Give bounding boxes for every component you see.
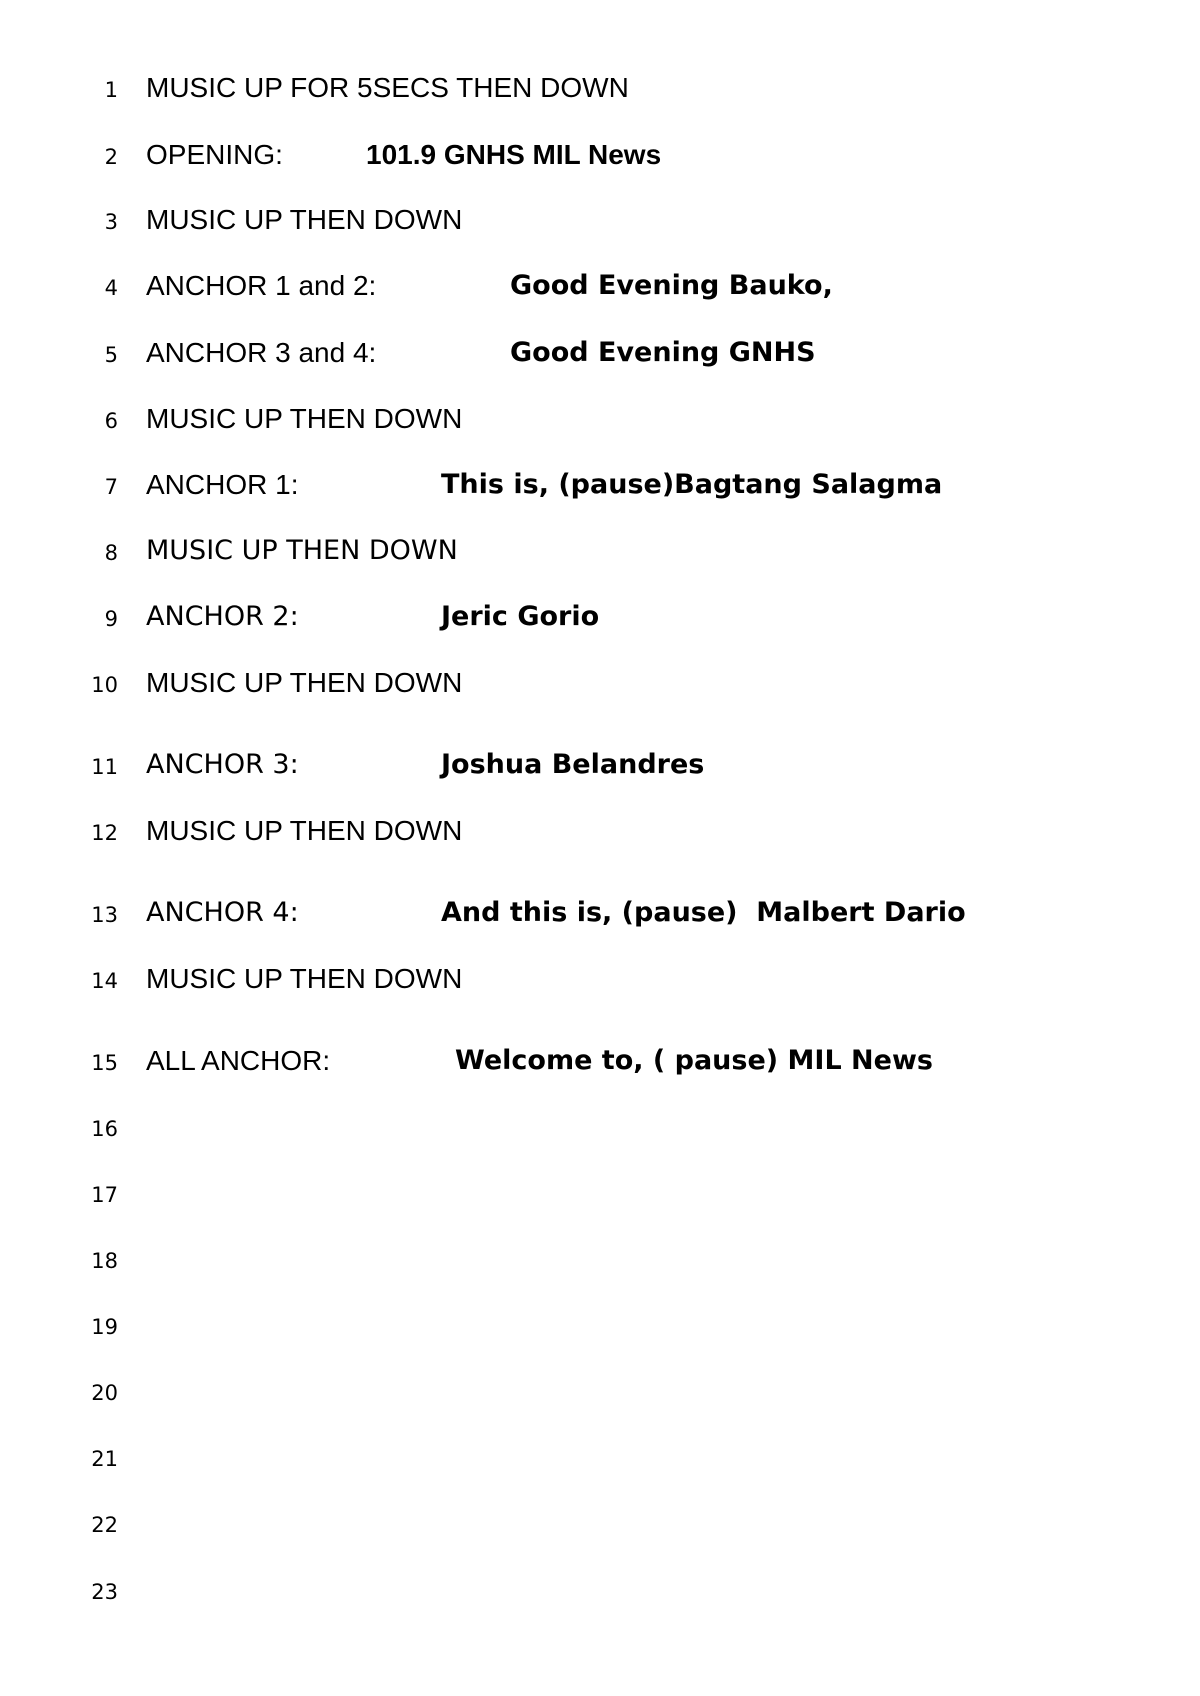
- line-text: Joshua Belandres: [441, 749, 705, 780]
- line-number: 1: [104, 78, 118, 102]
- script-line-10: [0, 667, 1200, 707]
- line-number: 18: [91, 1249, 118, 1273]
- script-line-20: [0, 1375, 1200, 1415]
- line-number: 17: [91, 1183, 118, 1207]
- script-line-22: [0, 1507, 1200, 1547]
- line-label: MUSIC UP FOR 5SECS THEN DOWN: [146, 72, 629, 103]
- line-text: And this is, (pause) Malbert Dario: [441, 897, 966, 928]
- line-number: 11: [91, 755, 118, 779]
- line-number: 6: [104, 409, 118, 433]
- line-number: 15: [91, 1051, 118, 1075]
- line-number: 4: [104, 276, 118, 300]
- line-text: Welcome to, ( pause) MIL News: [455, 1045, 933, 1076]
- line-number: 22: [91, 1513, 118, 1537]
- line-number: 9: [104, 607, 118, 631]
- line-number: 21: [91, 1447, 118, 1471]
- line-label: MUSIC UP THEN DOWN: [146, 403, 463, 434]
- script-line-17: [0, 1177, 1200, 1217]
- line-number: 10: [91, 673, 118, 697]
- script-line-13: [0, 897, 1200, 937]
- script-line-11: [0, 749, 1200, 789]
- line-label: OPENING:: [146, 139, 283, 170]
- line-label: ANCHOR 3 and 4:: [146, 337, 377, 368]
- script-line-15: [0, 1045, 1200, 1085]
- line-number: 12: [91, 821, 118, 845]
- script-line-19: [0, 1309, 1200, 1349]
- line-text: Good Evening GNHS: [510, 337, 816, 368]
- line-text: 101.9 GNHS MIL News: [366, 139, 662, 170]
- script-line-9: [0, 601, 1200, 641]
- line-label: MUSIC UP THEN DOWN: [146, 204, 463, 235]
- script-line-8: [0, 535, 1200, 575]
- line-number: 16: [91, 1117, 118, 1141]
- script-line-18: [0, 1243, 1200, 1283]
- line-label: ALL ANCHOR:: [146, 1045, 331, 1076]
- line-text: This is, (pause)Bagtang Salagma: [441, 469, 943, 500]
- line-number: 2: [104, 145, 118, 169]
- script-line-6: [0, 403, 1200, 443]
- script-line-5: [0, 337, 1200, 377]
- script-line-4: [0, 270, 1200, 310]
- script-line-7: [0, 469, 1200, 509]
- script-line-16: [0, 1111, 1200, 1151]
- script-line-2: [0, 139, 1200, 179]
- line-text: Good Evening Bauko,: [510, 270, 833, 301]
- line-label: MUSIC UP THEN DOWN: [146, 667, 463, 698]
- line-number: 3: [104, 210, 118, 234]
- line-label: ANCHOR 2:: [146, 601, 299, 632]
- line-number: 7: [104, 475, 118, 499]
- line-number: 13: [91, 903, 118, 927]
- line-number: 8: [104, 541, 118, 565]
- line-label: ANCHOR 1:: [146, 469, 299, 500]
- script-line-21: [0, 1441, 1200, 1481]
- line-number: 14: [91, 969, 118, 993]
- line-label: MUSIC UP THEN DOWN: [146, 963, 463, 994]
- line-number: 19: [91, 1315, 118, 1339]
- script-line-12: [0, 815, 1200, 855]
- line-number: 23: [91, 1580, 118, 1604]
- script-line-14: [0, 963, 1200, 1003]
- line-label: MUSIC UP THEN DOWN: [146, 815, 463, 846]
- line-label: ANCHOR 3:: [146, 749, 299, 780]
- line-number: 20: [91, 1381, 118, 1405]
- script-line-3: [0, 204, 1200, 244]
- line-number: 5: [104, 343, 118, 367]
- line-text: Jeric Gorio: [441, 601, 600, 632]
- line-label: ANCHOR 1 and 2:: [146, 270, 377, 301]
- line-label: ANCHOR 4:: [146, 897, 299, 928]
- line-label: MUSIC UP THEN DOWN: [146, 535, 458, 566]
- script-line-23: [0, 1574, 1200, 1614]
- script-line-1: [0, 72, 1200, 112]
